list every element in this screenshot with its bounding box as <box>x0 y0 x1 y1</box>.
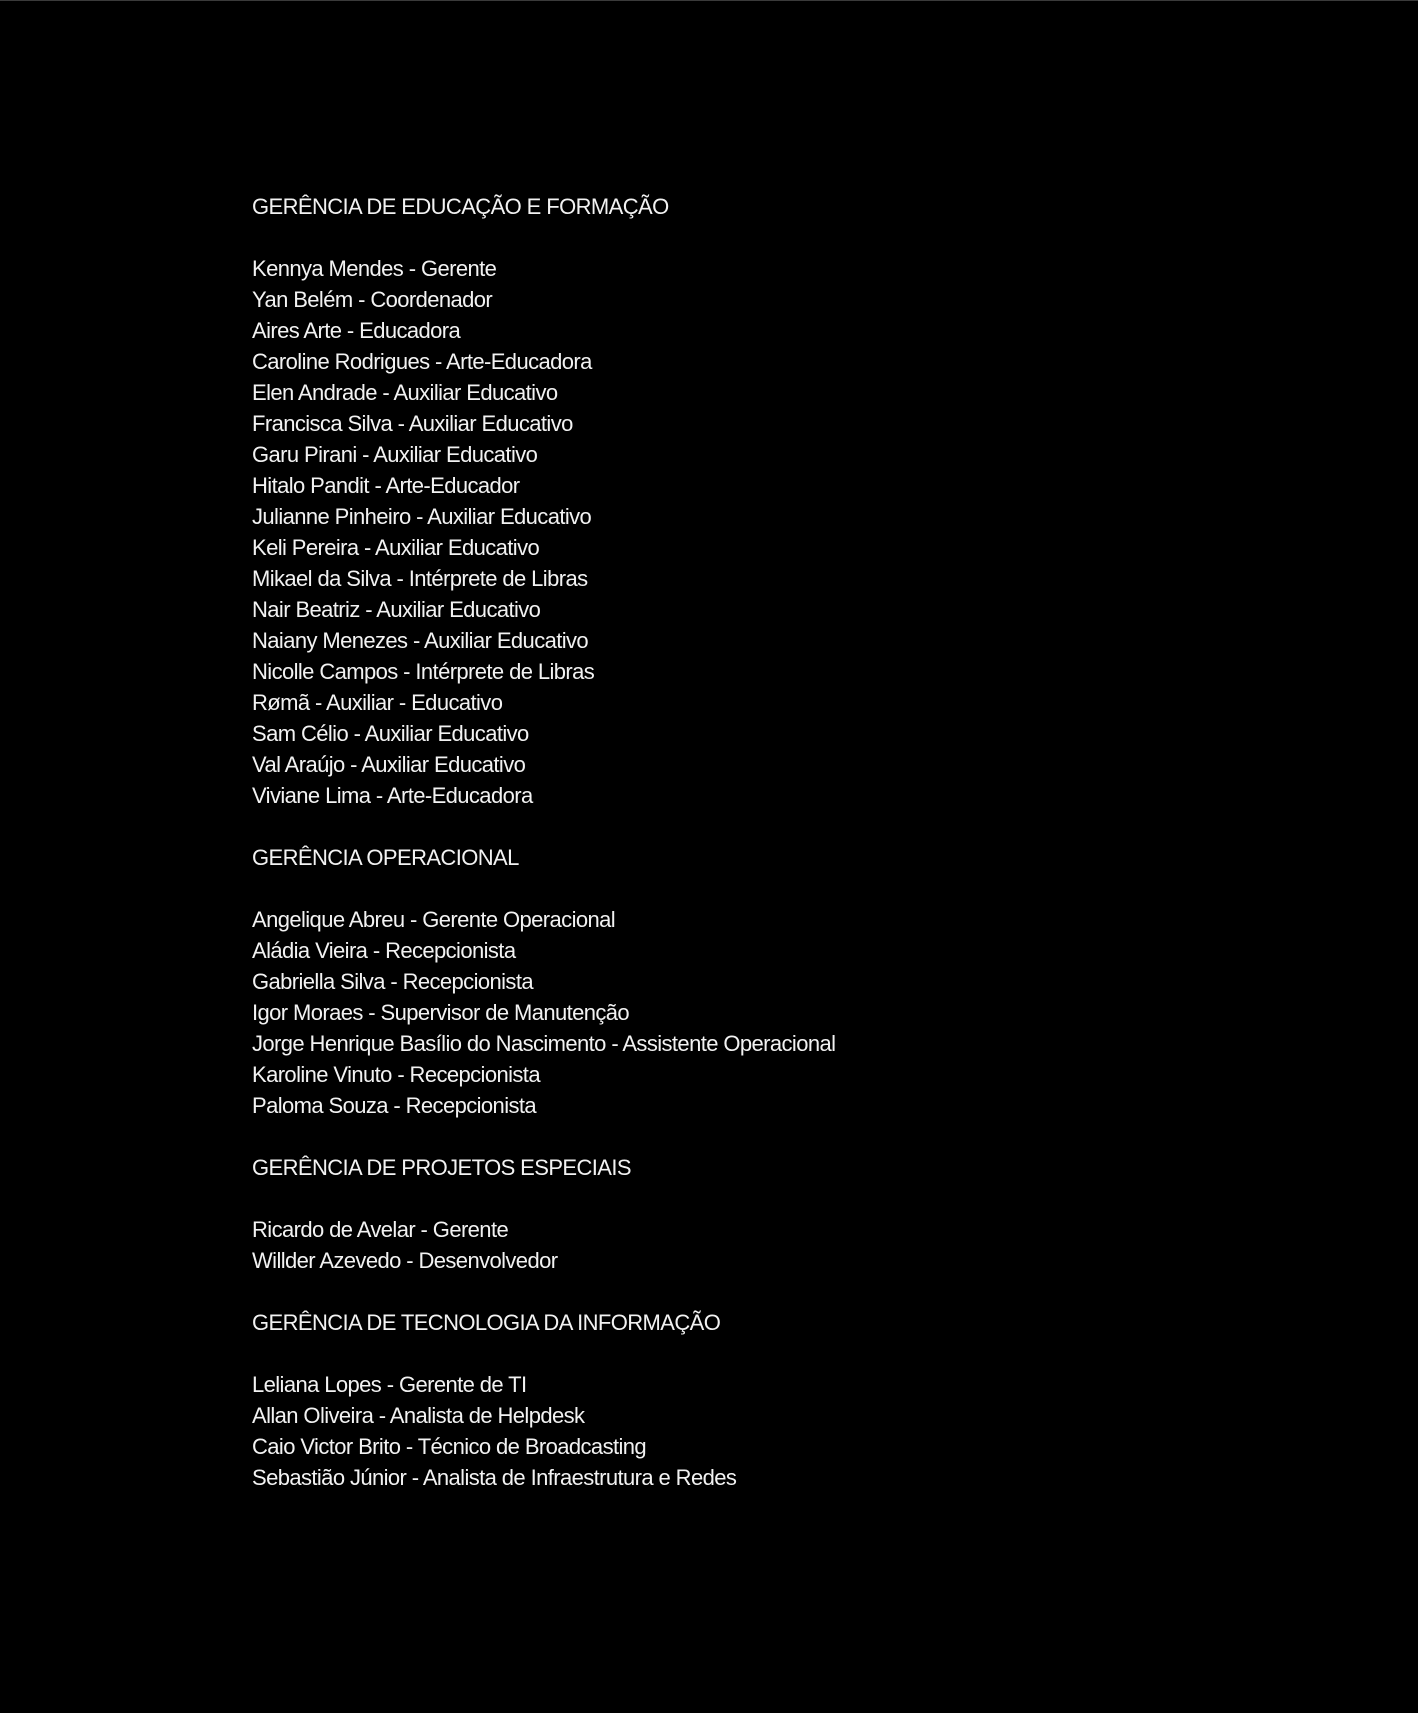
member-line: Caroline Rodrigues - Arte-Educadora <box>252 349 592 374</box>
member-line: Sebastião Júnior - Analista de Infraestrutura e Redes <box>252 1465 737 1490</box>
member-line: Yan Belém - Coordenador <box>252 287 493 312</box>
member-line: Julianne Pinheiro - Auxiliar Educativo <box>252 504 592 529</box>
member-line: Elen Andrade - Auxiliar Educativo <box>252 380 558 405</box>
member-line: Gabriella Silva - Recepcionista <box>252 969 533 994</box>
section-educacao-formacao <box>252 191 1352 811</box>
section-title: GERÊNCIA DE EDUCAÇÃO E FORMAÇÃO <box>252 194 669 219</box>
member-line: Aires Arte - Educadora <box>252 318 461 343</box>
member-line: Caio Victor Brito - Técnico de Broadcasting <box>252 1434 647 1459</box>
section-title: GERÊNCIA OPERACIONAL <box>252 845 519 870</box>
member-line: Viviane Lima - Arte-Educadora <box>252 783 533 808</box>
member-line: Val Araújo - Auxiliar Educativo <box>252 752 526 777</box>
member-line: Jorge Henrique Basílio do Nascimento - Assistente Operacional <box>252 1031 836 1056</box>
member-line: Rømã - Auxiliar - Educativo <box>252 690 503 715</box>
member-line: Paloma Souza - Recepcionista <box>252 1093 537 1118</box>
member-line: Igor Moraes - Supervisor de Manutenção <box>252 1000 630 1025</box>
member-line: Sam Célio - Auxiliar Educativo <box>252 721 529 746</box>
section-title: GERÊNCIA DE PROJETOS ESPECIAIS <box>252 1155 631 1180</box>
credits-list <box>252 191 1352 1524</box>
top-border-line <box>0 0 1418 1</box>
member-line: Nicolle Campos - Intérprete de Libras <box>252 659 595 684</box>
member-line: Willder Azevedo - Desenvolvedor <box>252 1248 558 1273</box>
member-line: Nair Beatriz - Auxiliar Educativo <box>252 597 541 622</box>
member-line: Allan Oliveira - Analista de Helpdesk <box>252 1403 585 1428</box>
section-title: GERÊNCIA DE TECNOLOGIA DA INFORMAÇÃO <box>252 1310 721 1335</box>
section-tecnologia-informacao <box>252 1307 1352 1493</box>
member-line: Garu Pirani - Auxiliar Educativo <box>252 442 538 467</box>
section-projetos-especiais <box>252 1152 1352 1276</box>
member-line: Ricardo de Avelar - Gerente <box>252 1217 509 1242</box>
member-line: Aládia Vieira - Recepcionista <box>252 938 516 963</box>
member-line: Leliana Lopes - Gerente de TI <box>252 1372 527 1397</box>
member-line: Naiany Menezes - Auxiliar Educativo <box>252 628 589 653</box>
member-line: Karoline Vinuto - Recepcionista <box>252 1062 540 1087</box>
member-line: Kennya Mendes - Gerente <box>252 256 497 281</box>
member-line: Angelique Abreu - Gerente Operacional <box>252 907 616 932</box>
member-line: Francisca Silva - Auxiliar Educativo <box>252 411 573 436</box>
member-line: Hitalo Pandit - Arte-Educador <box>252 473 520 498</box>
section-operacional <box>252 842 1352 1121</box>
member-line: Mikael da Silva - Intérprete de Libras <box>252 566 588 591</box>
member-line: Keli Pereira - Auxiliar Educativo <box>252 535 540 560</box>
